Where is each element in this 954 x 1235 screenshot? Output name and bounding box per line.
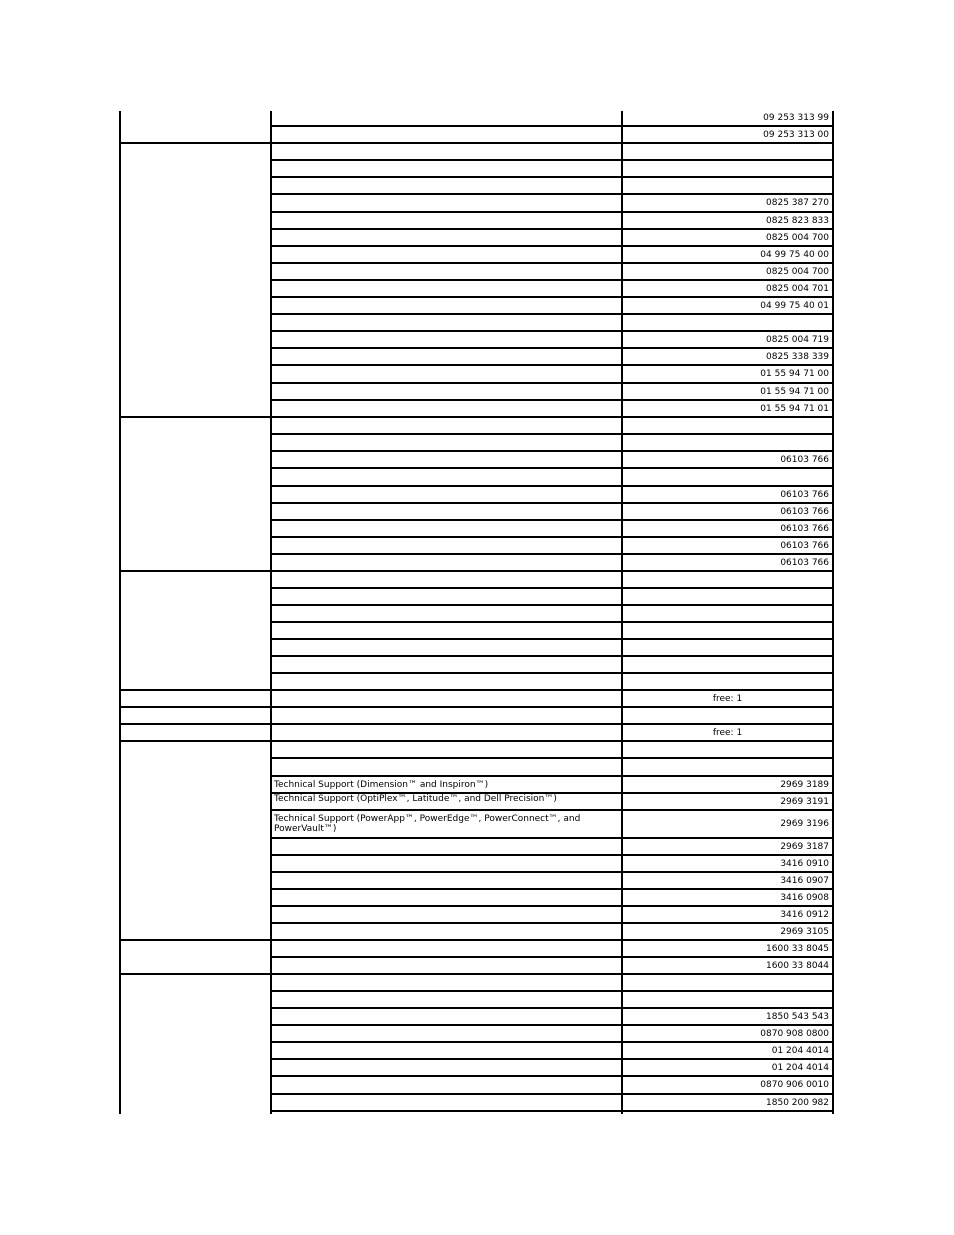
column-border [119,111,121,1114]
phone-cell: 2969 3196 [780,819,829,829]
phone-cell: 01 55 94 71 00 [760,386,829,397]
row-divider [270,125,834,127]
group-divider [119,723,834,725]
row-divider [270,330,834,332]
phone-cell: 0870 906 0010 [760,1080,829,1090]
phone-cell: 3416 0908 [780,892,829,903]
phone-cell: 04 99 75 40 01 [760,300,829,311]
row-divider [270,775,834,777]
phone-cell: free: 1 [712,727,743,738]
group-divider [119,570,834,572]
phone-cell: 0825 338 339 [766,351,829,362]
phone-cell: 1850 543 543 [766,1011,829,1022]
phone-cell: 2969 3189 [780,779,829,790]
row-divider [270,193,834,195]
group-divider [119,142,834,144]
phone-cell: 01 55 94 71 00 [760,369,829,379]
phone-cell: 06103 766 [780,454,829,465]
row-divider [270,854,834,856]
phone-cell: 06103 766 [780,523,829,534]
phone-cell: 01 55 94 71 01 [760,403,829,414]
phone-cell: 0825 387 270 [766,198,829,208]
row-divider [270,159,834,161]
row-divider [270,655,834,657]
row-divider [270,502,834,504]
row-divider [270,211,834,213]
group-divider [119,740,834,742]
row-divider [270,1110,834,1112]
phone-cell: 3416 0907 [780,875,829,886]
row-divider [270,587,834,589]
phone-cell: 09 253 313 00 [763,129,829,140]
phone-cell: 06103 766 [780,540,829,551]
phone-cell: 04 99 75 40 00 [760,249,829,260]
phone-cell: 0870 908 0800 [760,1028,829,1039]
row-divider [270,553,834,555]
phone-cell: 3416 0912 [780,909,829,920]
row-divider [270,922,834,924]
row-divider [270,1041,834,1043]
row-divider [270,1024,834,1026]
phone-cell: 2969 3191 [780,796,829,807]
row-divider [270,990,834,992]
row-divider [270,956,834,958]
phone-cell: 01 204 4014 [771,1045,829,1056]
phone-cell: 06103 766 [780,506,829,517]
phone-cell: 0825 823 833 [766,215,829,226]
row-divider [270,536,834,538]
row-divider [270,245,834,247]
row-divider [270,364,834,366]
group-divider [119,689,834,691]
row-divider [270,296,834,298]
phone-cell: 1600 33 8044 [766,960,829,971]
row-divider [270,638,834,640]
row-divider [270,621,834,623]
group-divider [119,706,834,708]
row-divider [270,262,834,264]
row-divider [270,672,834,674]
phone-cell: 0825 004 700 [766,232,829,243]
phone-cell: 1600 33 8045 [766,943,829,954]
row-divider [270,176,834,178]
row-divider [270,1093,834,1095]
phone-cell: 01 204 4014 [771,1062,829,1073]
row-divider [270,347,834,349]
row-divider [270,228,834,230]
phone-cell: 0825 004 700 [766,266,829,277]
row-divider [270,604,834,606]
row-divider [270,888,834,890]
phone-cell: free: 1 [712,693,743,704]
row-divider [270,871,834,873]
row-divider [270,450,834,452]
group-divider [119,416,834,418]
row-divider [270,837,834,839]
description-cell: Technical Support (OptiPlex™, Latitude™, and Dell Precision™) [274,794,557,804]
row-divider [270,1075,834,1077]
phone-cell: 09 253 313 99 [763,113,829,123]
phone-cell: 2969 3105 [780,926,829,937]
row-divider [270,382,834,384]
phone-cell: 06103 766 [780,557,829,568]
row-divider [270,519,834,521]
phone-cell: 1850 200 982 [766,1097,829,1108]
phone-cell: 2969 3187 [780,841,829,852]
group-divider [119,973,834,975]
row-divider [270,757,834,759]
row-divider [270,433,834,435]
row-divider [270,485,834,487]
phone-cell: 0825 004 701 [766,283,829,294]
description-cell: Technical Support (PowerApp™, PowerEdge™, PowerConnect™, and PowerVault™) [274,814,581,834]
description-cell: Technical Support (Dimension™ and Inspiron™) [274,779,489,790]
row-divider [270,905,834,907]
row-divider [270,399,834,401]
row-divider [270,279,834,281]
row-divider [270,809,834,811]
group-divider [119,939,834,941]
row-divider [270,467,834,469]
phone-cell: 06103 766 [780,489,829,500]
row-divider [270,313,834,315]
row-divider [270,1007,834,1009]
phone-cell: 3416 0910 [780,858,829,869]
phone-cell: 0825 004 719 [766,334,829,345]
row-divider [270,1058,834,1060]
